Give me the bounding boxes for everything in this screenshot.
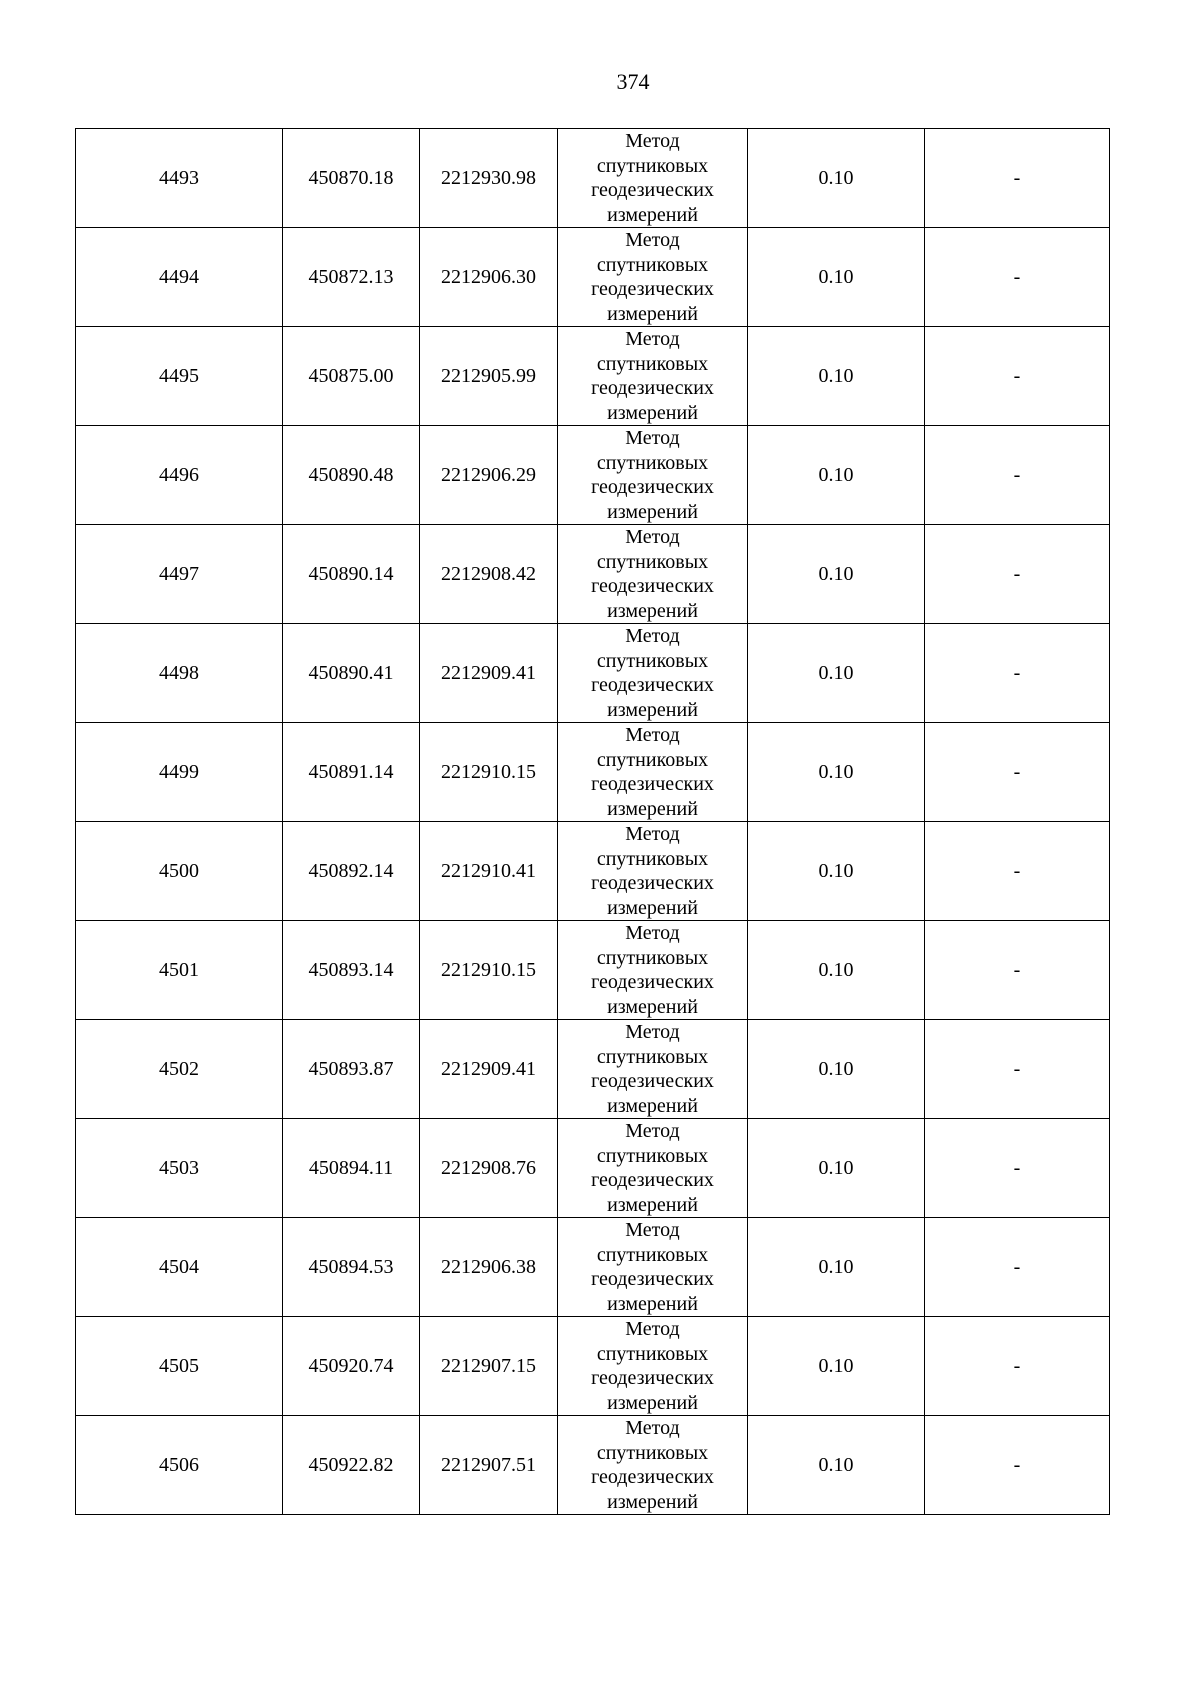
note-cell: - [925, 1020, 1110, 1119]
method-text-line: Метод [625, 823, 680, 845]
point-number-cell: 4502 [76, 1020, 283, 1119]
method-text-line: измерений [607, 302, 698, 325]
note-cell: - [925, 1317, 1110, 1416]
accuracy-cell: 0.10 [748, 1416, 925, 1515]
method-cell [558, 723, 748, 822]
note-cell: - [925, 426, 1110, 525]
point-number-cell: 4505 [76, 1317, 283, 1416]
point-number-cell: 4498 [76, 624, 283, 723]
method-text-line: спутниковых [596, 253, 709, 276]
method-text-line: спутниковых [596, 649, 709, 672]
method-cell [558, 822, 748, 921]
method-text-line: измерений [607, 1094, 698, 1117]
method-text-line: измерений [607, 1391, 698, 1414]
accuracy-cell: 0.10 [748, 1020, 925, 1119]
method-cell [558, 1416, 748, 1515]
y-coordinate-cell: 2212910.41 [420, 822, 558, 921]
accuracy-cell: 0.10 [748, 228, 925, 327]
table-row [76, 426, 1110, 525]
method-cell [558, 1218, 748, 1317]
point-number-cell: 4493 [76, 129, 283, 228]
method-cell [558, 228, 748, 327]
y-coordinate-cell: 2212909.41 [420, 1020, 558, 1119]
accuracy-cell: 0.10 [748, 129, 925, 228]
method-text-line: измерений [607, 401, 698, 424]
method-cell [558, 1119, 748, 1218]
note-cell: - [925, 723, 1110, 822]
method-text-line: спутниковых [596, 154, 709, 177]
method-text-line: измерений [607, 995, 698, 1018]
method-text-line: Метод [625, 1021, 680, 1043]
method-text-line: геодезических [591, 179, 714, 201]
table-row [76, 1020, 1110, 1119]
point-number-cell: 4500 [76, 822, 283, 921]
y-coordinate-cell: 2212906.29 [420, 426, 558, 525]
x-coordinate-cell: 450893.14 [283, 921, 420, 1020]
method-text-line: спутниковых [596, 847, 709, 870]
method-text-line: измерений [607, 1490, 698, 1513]
method-text-line: Метод [625, 526, 680, 548]
method-cell [558, 426, 748, 525]
accuracy-cell: 0.10 [748, 822, 925, 921]
method-text-line: Метод [625, 229, 680, 251]
y-coordinate-cell: 2212930.98 [420, 129, 558, 228]
method-cell [558, 624, 748, 723]
table-row [76, 1317, 1110, 1416]
method-text-line: измерений [607, 1193, 698, 1216]
y-coordinate-cell: 2212910.15 [420, 921, 558, 1020]
accuracy-cell: 0.10 [748, 723, 925, 822]
point-number-cell: 4503 [76, 1119, 283, 1218]
accuracy-cell: 0.10 [748, 921, 925, 1020]
method-cell [558, 1020, 748, 1119]
method-text-line: Метод [625, 724, 680, 746]
accuracy-cell: 0.10 [748, 426, 925, 525]
x-coordinate-cell: 450920.74 [283, 1317, 420, 1416]
method-text-line: геодезических [591, 1070, 714, 1092]
y-coordinate-cell: 2212906.38 [420, 1218, 558, 1317]
y-coordinate-cell: 2212906.30 [420, 228, 558, 327]
accuracy-cell: 0.10 [748, 327, 925, 426]
method-text-line: геодезических [591, 1268, 714, 1290]
method-text-line: спутниковых [596, 1342, 709, 1365]
coordinates-table [75, 128, 1110, 1515]
point-number-cell: 4506 [76, 1416, 283, 1515]
method-text-line: измерений [607, 698, 698, 721]
method-text-line: геодезических [591, 377, 714, 399]
method-text-line: геодезических [591, 1466, 714, 1488]
x-coordinate-cell: 450872.13 [283, 228, 420, 327]
y-coordinate-cell: 2212910.15 [420, 723, 558, 822]
method-text-line: спутниковых [596, 1243, 709, 1266]
point-number-cell: 4504 [76, 1218, 283, 1317]
method-text-line: измерений [607, 797, 698, 820]
point-number-cell: 4499 [76, 723, 283, 822]
accuracy-cell: 0.10 [748, 624, 925, 723]
x-coordinate-cell: 450922.82 [283, 1416, 420, 1515]
table-row [76, 1218, 1110, 1317]
y-coordinate-cell: 2212905.99 [420, 327, 558, 426]
point-number-cell: 4501 [76, 921, 283, 1020]
method-text-line: геодезических [591, 971, 714, 993]
table-row [76, 624, 1110, 723]
y-coordinate-cell: 2212908.42 [420, 525, 558, 624]
y-coordinate-cell: 2212908.76 [420, 1119, 558, 1218]
page-number: 374 [616, 69, 650, 94]
method-text-line: измерений [607, 896, 698, 919]
method-text-line: спутниковых [596, 451, 709, 474]
table-row [76, 822, 1110, 921]
x-coordinate-cell: 450892.14 [283, 822, 420, 921]
method-text-line: Метод [625, 1417, 680, 1439]
accuracy-cell: 0.10 [748, 1218, 925, 1317]
method-text-line: геодезических [591, 674, 714, 696]
x-coordinate-cell: 450891.14 [283, 723, 420, 822]
table-row [76, 228, 1110, 327]
method-text-line: Метод [625, 625, 680, 647]
method-cell [558, 921, 748, 1020]
accuracy-cell: 0.10 [748, 1119, 925, 1218]
method-text-line: Метод [625, 130, 680, 152]
method-cell [558, 327, 748, 426]
method-cell [558, 1317, 748, 1416]
x-coordinate-cell: 450893.87 [283, 1020, 420, 1119]
method-text-line: геодезических [591, 1367, 714, 1389]
method-text-line: Метод [625, 922, 680, 944]
note-cell: - [925, 129, 1110, 228]
method-text-line: геодезических [591, 773, 714, 795]
method-text-line: геодезических [591, 278, 714, 300]
method-text-line: Метод [625, 1219, 680, 1241]
point-number-cell: 4497 [76, 525, 283, 624]
method-text-line: геодезических [591, 575, 714, 597]
table-row [76, 1416, 1110, 1515]
method-text-line: спутниковых [596, 748, 709, 771]
method-cell [558, 525, 748, 624]
note-cell: - [925, 921, 1110, 1020]
note-cell: - [925, 1416, 1110, 1515]
table-row [76, 723, 1110, 822]
table-row [76, 921, 1110, 1020]
method-text-line: измерений [607, 1292, 698, 1315]
x-coordinate-cell: 450870.18 [283, 129, 420, 228]
method-text-line: геодезических [591, 476, 714, 498]
method-text-line: спутниковых [596, 1441, 709, 1464]
x-coordinate-cell: 450890.48 [283, 426, 420, 525]
accuracy-cell: 0.10 [748, 1317, 925, 1416]
method-text-line: измерений [607, 500, 698, 523]
note-cell: - [925, 525, 1110, 624]
method-text-line: спутниковых [596, 1144, 709, 1167]
method-text-line: геодезических [591, 872, 714, 894]
accuracy-cell: 0.10 [748, 525, 925, 624]
method-text-line: измерений [607, 203, 698, 226]
note-cell: - [925, 327, 1110, 426]
method-text-line: спутниковых [596, 1045, 709, 1068]
x-coordinate-cell: 450890.41 [283, 624, 420, 723]
point-number-cell: 4494 [76, 228, 283, 327]
table-row [76, 1119, 1110, 1218]
point-number-cell: 4496 [76, 426, 283, 525]
x-coordinate-cell: 450894.11 [283, 1119, 420, 1218]
table-row [76, 525, 1110, 624]
note-cell: - [925, 624, 1110, 723]
x-coordinate-cell: 450890.14 [283, 525, 420, 624]
method-text-line: измерений [607, 599, 698, 622]
x-coordinate-cell: 450894.53 [283, 1218, 420, 1317]
coordinates-table-body [76, 129, 1110, 1515]
table-row [76, 327, 1110, 426]
y-coordinate-cell: 2212907.15 [420, 1317, 558, 1416]
table-row [76, 129, 1110, 228]
method-text-line: Метод [625, 1120, 680, 1142]
y-coordinate-cell: 2212907.51 [420, 1416, 558, 1515]
method-text-line: Метод [625, 427, 680, 449]
note-cell: - [925, 1119, 1110, 1218]
point-number-cell: 4495 [76, 327, 283, 426]
note-cell: - [925, 228, 1110, 327]
note-cell: - [925, 1218, 1110, 1317]
note-cell: - [925, 822, 1110, 921]
y-coordinate-cell: 2212909.41 [420, 624, 558, 723]
method-text-line: Метод [625, 1318, 680, 1340]
method-text-line: геодезических [591, 1169, 714, 1191]
method-cell [558, 129, 748, 228]
method-text-line: Метод [625, 328, 680, 350]
x-coordinate-cell: 450875.00 [283, 327, 420, 426]
method-text-line: спутниковых [596, 352, 709, 375]
method-text-line: спутниковых [596, 946, 709, 969]
method-text-line: спутниковых [596, 550, 709, 573]
